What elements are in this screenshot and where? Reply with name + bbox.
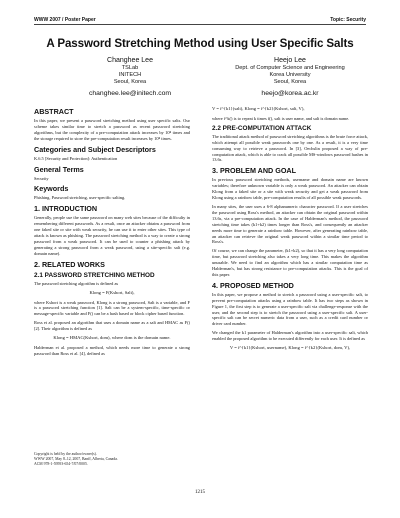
categories-heading: Categories and Subject Descriptors [34,144,156,154]
right-text-5: Of course, we can change the parameter, (k1+k2), so that it has a very long computation time, but password stretching also takes a very long time. This makes the algorithm unusable. We need to find an algorithm which has a similar computation time as Halderman's, but has strong resistance to pre-computation attacks. This is the goal of this paper. [212,248,368,277]
related-text-3: Ross et al. proposed an algorithm that uses a domain name as a salt and HMAC as F() [2]. Their algorithm is defined as [34,320,190,332]
header-rule [34,24,366,25]
equation-3: V = f^{k1}(salt), Klong = f^{k2}(Kshort, salt, V), [212,106,305,111]
header-left: WWW 2007 / Poster Paper [34,17,96,23]
abstract-heading: ABSTRACT [34,107,74,116]
right-column [212,104,368,355]
terms-heading: General Terms [34,164,84,174]
problem-heading: 3. PROBLEM AND GOAL [212,166,296,176]
page-number: 1215 [195,490,205,495]
right-text-1: where f^k() is to repeat k times f(), salt is user name, and salt is domain name. [212,115,350,121]
right-text-7: We changed the k1 parameter of Halderman's algorithm into a user-specific salt, which enabled the proposed algorithm to be executed differently for each user. It is defined as [212,330,368,342]
introduction-text: Generally, people use the same password on many web sites because of the difficulty in remembering different passwords. As a result, once an attacker obtains a password from one faked site or site with weak security, he can use it to enter other sites. This type of attack is known as phishing. The password stretching method is a way to create a strong password from a weak password. It can be used to counter a phishing attack by generating a strong password from a weak password, using a site-specific salt (e.g. domain name). [34,215,190,256]
related-works-heading: 2. RELATED WORKS [34,259,105,269]
introduction-heading: 1. INTRODUCTION [34,204,98,214]
author-1-affil2: INITECH [118,72,142,79]
header-right: Topic: Security [330,17,366,23]
equation-1: Klong = F(Kshort, Salt), [89,289,135,295]
paper-title: A Password Stretching Method using User Specific Salts [46,37,354,50]
author-2-affil1: Dept. of Computer Science and Engineering [235,65,345,71]
equation-4: V = f^{k1}(Kshort, username), Klong = f^{k2}(Kshort, dom, V), [229,345,351,351]
related-text-4: Halderman et al. proposed a method, which needs more time to generate a strong password than Ross et al. [4], defined as [34,344,190,356]
password-stretching-subheading: 2.1 PASSWORD STRETCHING METHOD [34,271,155,279]
left-column [34,104,190,360]
right-text-4: In many sites, the user uses a 6-8 alphanumeric character password. If a user stretches the password using Ross's method, an attacker can obtain the original password within 13.6s, via a pre-computation attack. In the case of Halderman's method, the password stretching time takes (k1+k2) times longer than Ross's, and consequently an attacker needs more time to generate a rainbow table. However, after generating rainbow table, an attacker can retrieve the original weak password within a similar time period to Ross's. [212,203,368,245]
author-2 [210,57,370,97]
author-1-place: Seoul, Korea [113,79,147,86]
right-text-2: The traditional attack method of password stretching algorithms is the brute force attack, which attempt all possible weak passwords one by one. As a result, it is a very time consuming way to retrieve a password. In [3], Oechslin proposed a way of pre-computation attack, which is able to crack all possible MS-windows password hashes in 13.6s. [212,133,368,163]
footnote-line: Copyright is held by the author/owner(s). [34,452,97,456]
keywords-heading: Keywords [34,184,69,194]
keywords-text: Phishing, Password stretching, user-specific salting. [34,195,126,201]
author-1 [50,57,210,97]
equation-2: Klong = HMAC(Kshort, dom), where dom is the domain name. [53,335,171,341]
proposed-method-heading: 4. PROPOSED METHOD [212,280,294,290]
author-1-name: Changhee Lee [107,57,153,64]
categories-text: K.6.5 [Security and Protection]: Authentication [34,155,118,161]
author-1-email: changhee.lee@initech.com [88,89,172,97]
author-2-place: Seoul, Korea [273,79,307,86]
right-text-6: In this paper, we propose a method to stretch a password using a user-specific salt, to prevent pre-computation attacks using a rainbow table. It has two steps as shown in Figure 1, the first step is to generate a user-specific salt via challenge-response with the user, and the second step is to stretch the password using a user-specific salt. A user-specific salt can be secret numeric data from a user, such as a credit card number or driver card number. [212,291,368,327]
author-2-name: Heejo Lee [274,57,306,64]
terms-text: Security [34,175,49,181]
author-2-affil2: Korea University [269,72,311,79]
footnote-line: WWW 2007, May 8–12, 2007, Banff, Alberta, Canada. [34,457,118,461]
related-text-2: where Kshort is a weak password, Klong is a strong password, Salt is a variable, and F is a password stretching function [1]. Salt can be a system-specific, time-specific or message-specific variable and F() can be a hash based or block cipher based function. [34,299,190,317]
author-2-email: heejo@korea.ac.kr [261,89,319,97]
right-text-3: In previous password stretching methods, username and domain name are known variables; therefore unknown variable is only a weak password. An attacker can obtain Klong from a faked site or a site with weak security and get a weak password from Klong using a rainbow table, pre-computation results of all possible weak passwords. [212,177,368,201]
abstract-text: In this paper, we present a password stretching method using user specific salts. Our scheme takes similar time to stretch a password as recent password stretching algorithms, but the complexity of a pre-computation attack increases by 10⁸ times and the storage required to store the pre-computation result increases by 10⁸ times. [34,118,190,141]
related-text-1: The password stretching algorithm is defined as [34,280,119,286]
author-1-affil1: TSLab [121,65,139,71]
copyright-footnote [34,452,184,467]
footnote-line: ACM 978-1-59593-654-7/07/0005. [34,462,88,466]
precomputation-subheading: 2.2 PRE-COMPUTATION ATTACK [212,124,312,132]
